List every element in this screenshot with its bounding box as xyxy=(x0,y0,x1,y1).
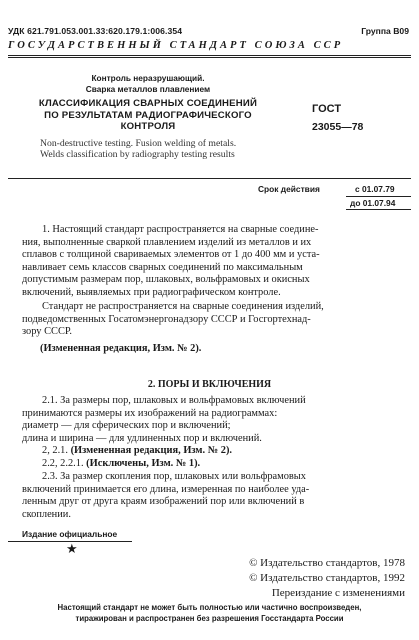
p6-line-2: включений принимается его длина, измеренная по наиболее уда- xyxy=(22,483,310,495)
title-kicker xyxy=(48,73,248,95)
paragraph-2 xyxy=(22,301,407,339)
p1-line-6: включений, выявляемых при радиографическом контроле. xyxy=(22,286,281,298)
p1-line-2: ния, выполненные сваркой плавлением изделий из металлов и их xyxy=(22,236,312,248)
reissue-note: Переиздание с изменениями xyxy=(271,587,405,599)
gost-number: 23055—78 xyxy=(312,121,364,133)
p3-line-2: принимаются размеры их изображений на радиограммах: xyxy=(22,407,278,419)
paragraph-1 xyxy=(22,224,407,300)
star-icon: ★ xyxy=(66,541,78,556)
p6-line-4: скоплении. xyxy=(22,508,71,520)
paragraph-2-1 xyxy=(22,395,407,445)
group-code: Группа В09 xyxy=(361,26,409,36)
section-2-heading: 2. ПОРЫ И ВКЛЮЧЕНИЯ xyxy=(147,379,272,390)
notice-line-1: Настоящий стандарт не может быть полностью или частично воспроизведен, xyxy=(57,603,362,612)
gost-label: ГОСТ xyxy=(312,103,342,115)
title-line-2: ПО РЕЗУЛЬТАТАМ РАДИОГРАФИЧЕСКОГО xyxy=(44,109,252,121)
p1-line-4: навливает семь классов сварных соединений по максимальным xyxy=(22,261,303,273)
p2-line-3: зору СССР. xyxy=(22,326,72,338)
document-title xyxy=(28,98,268,133)
amendment-2-text: (Измененная редакция, Изм. № 2). xyxy=(70,445,232,456)
p1-line-1: 1. Настоящий стандарт распространяется на сварные соедине- xyxy=(42,224,319,235)
p3-line-3: диаметр — для сферических пор и включений; xyxy=(22,420,231,432)
kicker-line-1: Контроль неразрушающий. xyxy=(91,73,205,83)
validity-rule-2 xyxy=(346,209,411,210)
validity-from: с 01.07.79 xyxy=(355,184,395,194)
title-rule xyxy=(8,178,411,179)
amendment-note-1: (Измененная редакция, Изм. № 2). xyxy=(40,343,202,354)
header-rule-bottom xyxy=(8,57,411,58)
english-title xyxy=(40,139,236,160)
p3-line-4: длина и ширина — для удлиненных пор и включений. xyxy=(22,432,262,444)
validity-rule-1 xyxy=(346,196,411,197)
kicker-line-2: Сварка металлов плавлением xyxy=(85,84,211,94)
reproduction-notice xyxy=(0,603,419,624)
title-line-3: КОНТРОЛЯ xyxy=(120,121,176,132)
exclusion-text: (Исключены, Изм. № 1). xyxy=(86,458,201,469)
title-line-1: КЛАССИФИКАЦИЯ СВАРНЫХ СОЕДИНЕНИЙ xyxy=(38,98,258,109)
header-rule-top xyxy=(8,55,411,56)
p6-line-1: 2.3. За размер скопления пор, шлаковых или вольфрамовых xyxy=(42,471,306,482)
validity-label: Срок действия xyxy=(258,184,320,194)
amendment-note-2 xyxy=(42,445,232,456)
copyright-1978: © Издательство стандартов, 1978 xyxy=(249,557,405,569)
amendment-2-number: 2, 2.1. xyxy=(42,445,68,456)
agency-title: ГОСУДАРСТВЕННЫЙ СТАНДАРТ СОЮЗА ССР xyxy=(8,40,344,51)
p1-line-3: сплавов с толщиной свариваемых элементов от 1 до 400 мм и уста- xyxy=(22,249,320,261)
notice-line-2: тиражирован и распространен без разрешения Госстандарта России xyxy=(75,613,344,623)
p2-line-2: подведомственных Госатомэнергонадзору СССР и Госгортехнад- xyxy=(22,313,311,325)
p3-line-1: 2.1. За размеры пор, шлаковых и вольфрамовых включений xyxy=(42,395,306,406)
exclusion-note xyxy=(42,458,200,469)
english-line-2: Welds classification by radiography testing results xyxy=(40,148,235,160)
english-line-1: Non-destructive testing. Fusion welding of metals. xyxy=(40,138,237,149)
p6-line-3: ленным друг от друга краям изображений пор или включений в xyxy=(22,496,305,508)
paragraph-2-3 xyxy=(22,471,407,521)
copyright-1992: © Издательство стандартов, 1992 xyxy=(249,572,405,584)
official-edition: Издание официальное xyxy=(22,529,118,539)
validity-to: до 01.07.94 xyxy=(350,198,396,208)
udk-code: УДК 621.791.053.001.33:620.179.1:006.354 xyxy=(8,26,183,36)
p2-line-1: Стандарт не распространяется на сварные соединения изделий, xyxy=(42,301,324,312)
exclusion-number: 2.2, 2.2.1. xyxy=(42,458,84,469)
p1-line-5: допустимым размерам пор, шлаковых, вольфрамовых и окисных xyxy=(22,274,310,286)
